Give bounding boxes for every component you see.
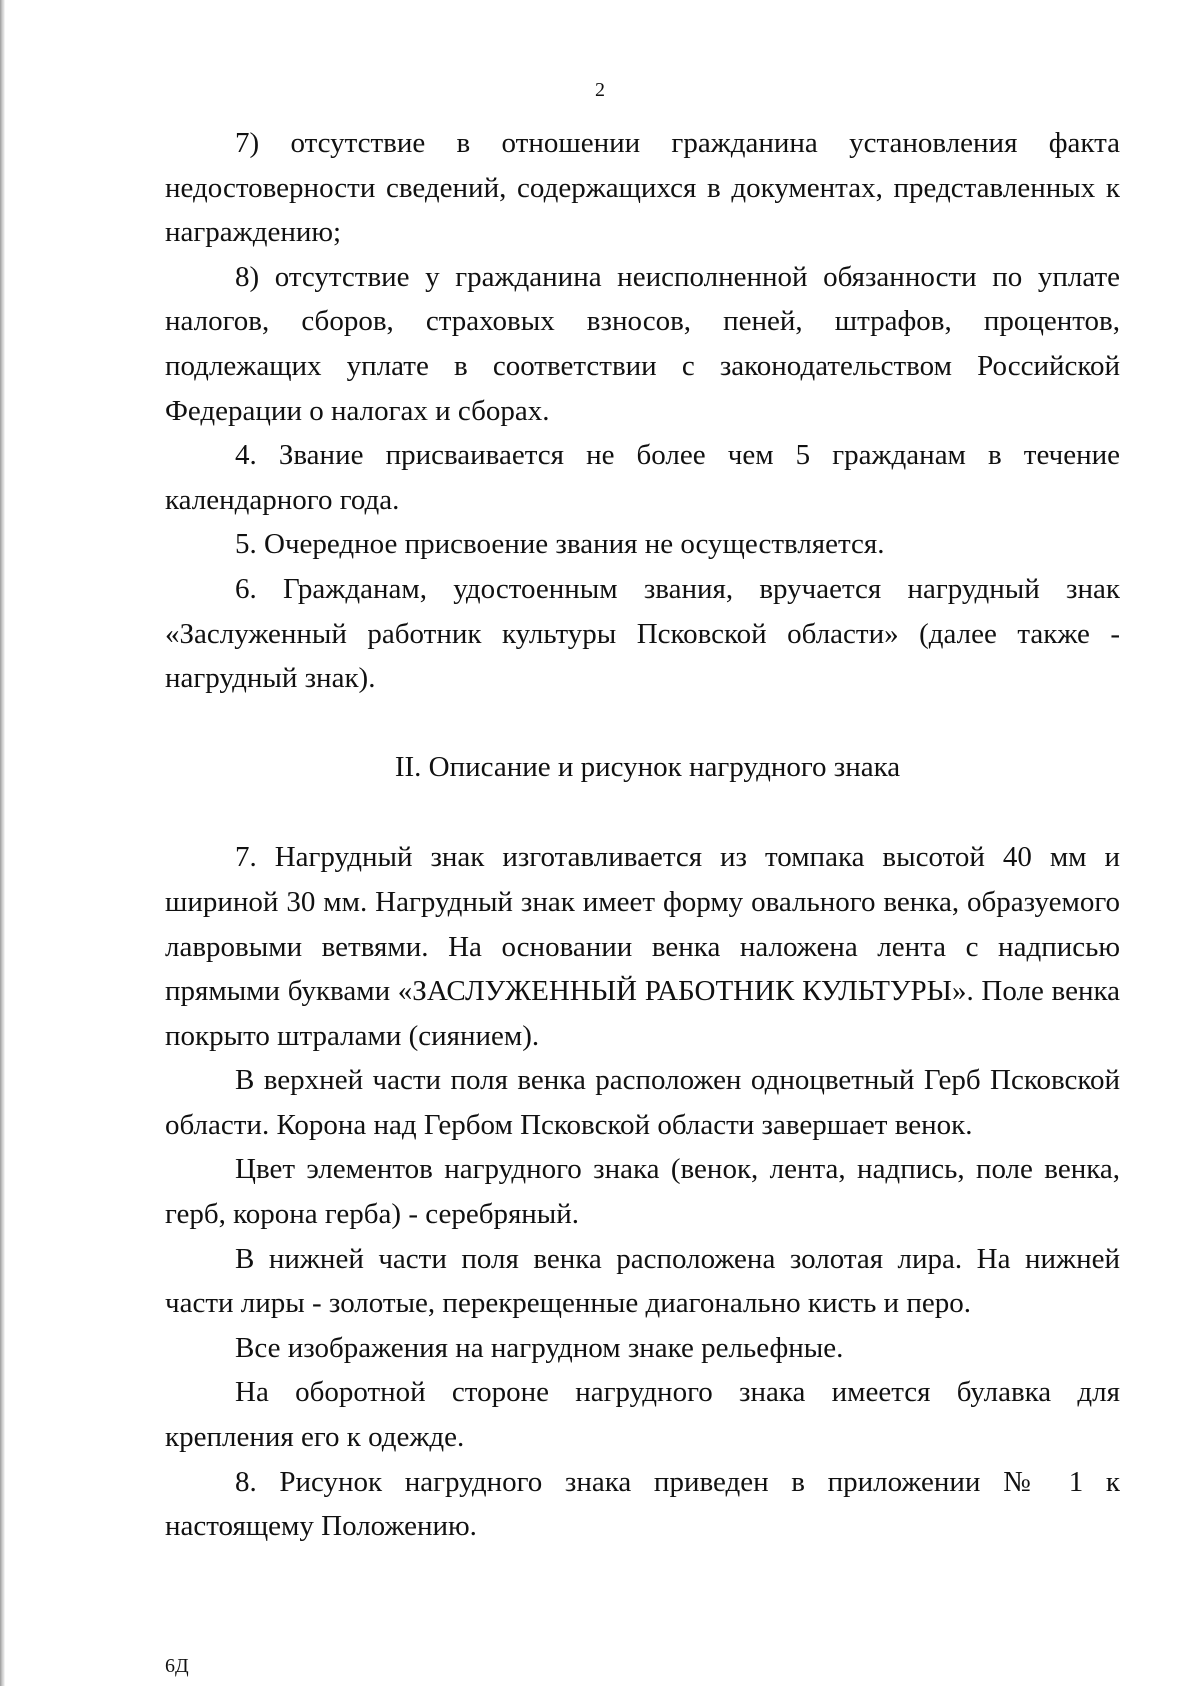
spacer [165, 701, 1120, 745]
paragraph-lyre: В нижней части поля венка расположена золотая лира. На нижней части лиры - золотые, перекрещенные диагонально кисть и перо. [165, 1242, 1120, 1320]
paragraph-clause-4: 4. Звание присваивается не более чем 5 гражданам в течение календарного года. [165, 439, 1120, 516]
paragraph-clause-8: 8. Рисунок нагрудного знака приведен в приложении № 1 к настоящему Положению. [165, 1465, 1120, 1543]
paragraph-color: Цвет элементов нагрудного знака (венок, лента, надпись, поле венка, герб, корона герба) - серебряный. [165, 1153, 1120, 1231]
footer-code: 6Д [165, 1655, 189, 1677]
paragraph-coat-of-arms: В верхней части поля венка расположен одноцветный Герб Псковской области. Корона над Гербом Псковской области завершает венок. [165, 1064, 1120, 1141]
scan-edge [0, 0, 5, 1686]
paragraph-relief: Все изображения на нагрудном знаке рельефные. [235, 1331, 844, 1364]
document-body [165, 121, 1120, 1549]
paragraph-clause-5: 5. Очередное присвоение звания не осуществляется. [235, 528, 885, 561]
page-number: 2 [595, 79, 605, 101]
section-heading: II. Описание и рисунок нагрудного знака [394, 750, 901, 783]
paragraph-pin: На оборотной стороне нагрудного знака имеется булавка для крепления его к одежде. [165, 1376, 1120, 1454]
spacer [165, 789, 1120, 835]
paragraph-clause-6: 6. Гражданам, удостоенным звания, вручается нагрудный знак «Заслуженный работник культуры Псковской области» (далее также - нагрудный знак). [165, 572, 1120, 695]
paragraph-clause-7: 7. Нагрудный знак изготавливается из томпака высотой 40 мм и шириной 30 мм. Нагрудный знак имеет форму овального венка, образуемого лавровыми ветвями. На основании венка наложена лента с надписью прямыми буквами «ЗАСЛУЖЕННЫЙ РАБОТНИК КУЛЬТУРЫ». Поле венка покрыто штралами (сиянием). [165, 841, 1120, 1052]
paragraph-item-7: 7) отсутствие в отношении гражданина установления факта недостоверности сведений, содержащихся в документах, представленных к награждению; [165, 127, 1120, 249]
paragraph-item-8: 8) отсутствие у гражданина неисполненной обязанности по уплате налогов, сборов, страховых взносов, пеней, штрафов, процентов, подлежащих уплате в соответствии с законодательством Российской Федерации о налогах и сборах. [165, 260, 1120, 427]
